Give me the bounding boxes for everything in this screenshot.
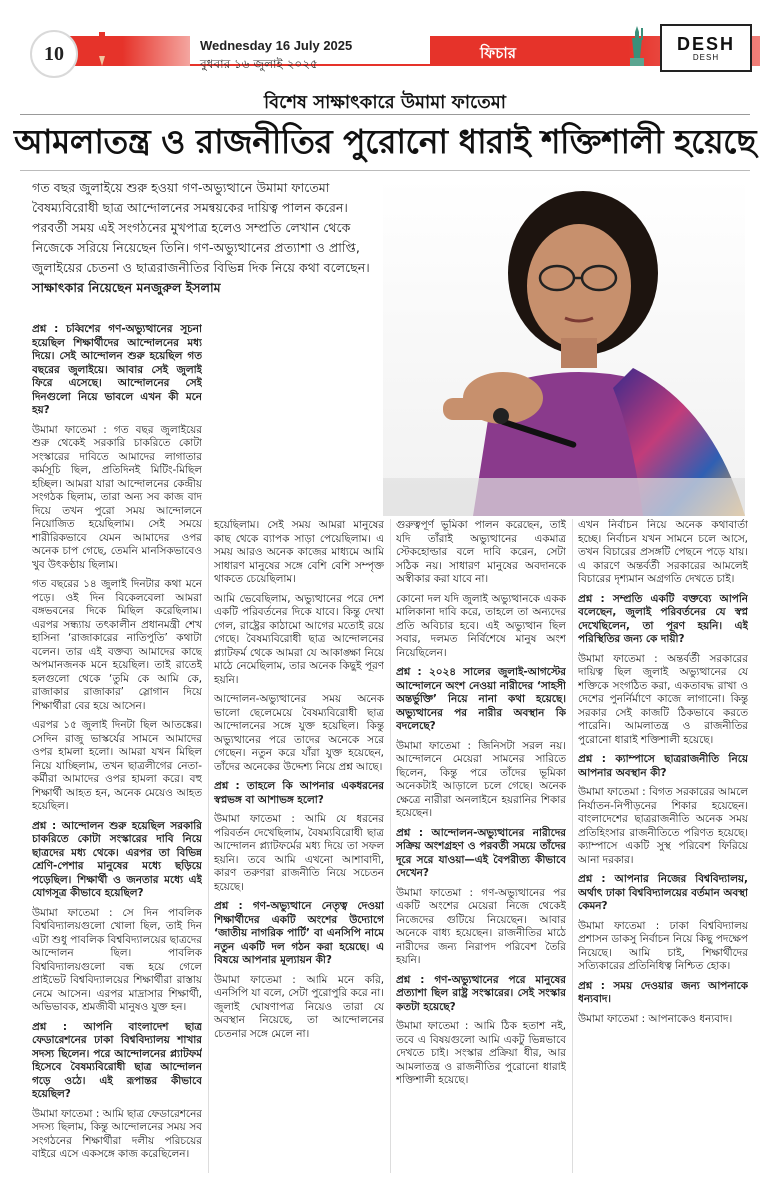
question-paragraph: প্রশ্ন : আন্দোলন শুরু হয়েছিল সরকারি চাকরিতে কোটা সংস্কারের দাবি নিয়ে ছাত্রদের মধ্য থেকে। এরপর তা বিভিন্ন শ্রেণি-পেশার মানুষের মধ্যে ছড়িয়ে পড়েছিল। শিক্ষার্থী ও জনতার মধ্যে এই যোগসূত্র কীভাবে হয়েছিল? xyxy=(32,819,202,899)
statue-of-liberty-icon xyxy=(626,24,648,68)
question-paragraph: প্রশ্ন : ক্যাম্পাসে ছাত্ররাজনীতি নিয়ে আপনার অবস্থান কী? xyxy=(578,753,748,779)
answer-paragraph: গুরুত্বপূর্ণ ভূমিকা পালন করেছেন, তাই যদি তাঁরাই অভ্যুত্থানের একমাত্র স্টেকহোল্ডার বলে দাবি করেন, সেটা সঠিক নয়। সাধারণ মানুষের অবদানকে অস্বীকার করা যাবে না। xyxy=(396,519,566,585)
intro-text: গত বছর জুলাইয়ে শুরু হওয়া গণ-অভ্যুত্থানে উমামা ফাতেমা বৈষম্যবিরোধী ছাত্র আন্দোলনের সমন্বয়কের দায়িত্ব পালন করেন। পরবর্তী সময় এই সংগঠনের মুখপাত্র হলেও সম্প্রতি লেখান থেকে নিজেকে সরিয়ে নিয়েছেন তিনি। গণ-অভ্যুত্থানের প্রত্যাশা ও প্রাপ্তি, জুলাইয়ের চেতনা ও ছাত্ররাজনীতির বিভিন্ন দিক নিয়ে কথা বলেছেন। xyxy=(32,180,370,275)
answer-paragraph: উমামা ফাতেমা : আমি মনে করি, এনসিপি যা বলে, সেটা পুরোপুরি করে না। জুলাই ঘোষণাপত্র নিয়েও তারা যে অবস্থান নিয়েছে, তা আন্দোলনের চেতনার সঙ্গে মেলে না। xyxy=(214,973,384,1040)
answer-paragraph: এখন নির্বাচন নিয়ে অনেক কথাবার্তা হচ্ছে। নির্বাচন যখন সামনে চলে আসে, তখন বিচারের প্রসঙ্গটি পেছনে পড়ে যায়। এ কারণে অন্তর্বর্তী সরকারের আমলেই বিচারের দৃশ্যমান অগ্রগতি দেখতে চাই। xyxy=(578,519,748,585)
answer-paragraph: গত বছরের ১৪ জুলাই দিনটার কথা মনে পড়ে। ওই দিন বিকেলবেলা আমরা বঙ্গভবনের দিকে মিছিল করেছিলাম। এরপর সন্ধ্যায় তৎকালীন প্রধানমন্ত্রী শেখ হাসিনা ‘রাজাকারের নাতিপুতি’ কথাটা বলেন। তার এই বক্তব্য আমাদের কাছে অপমানজনক মনে হয়েছিল। তাই রাতেই হলগুলো থেকে ‘তুমি কে আমি কে, রাজাকার রাজাকার’ স্লোগান দিয়ে শিক্ষার্থীরা বের হয়ে আসেন। xyxy=(32,578,202,712)
desh-logo xyxy=(660,24,752,72)
article-column-3 xyxy=(396,519,566,1173)
answer-paragraph: উমামা ফাতেমা : আমি যে ধরনের পরিবর্তন দেখেছিলাম, বৈষম্যবিরোধী ছাত্র আন্দোলন প্ল্যাটফর্মের মধ্য দিয়ে তা সফল হয়নি। তবে আমি এখনো আশাবাদী, কারণ তরুণরা রাজনীতি নিয়ে সচেতন হয়েছে। xyxy=(214,813,384,893)
date-bangla: বুধবার ১৬ জুলাই ২০২৫ xyxy=(200,57,318,71)
column-divider xyxy=(390,519,391,1173)
question-paragraph: প্রশ্ন : সম্প্রতি একটি বক্তব্যে আপনি বলেছেন, জুলাই পরিবর্তনের যে স্বপ্ন দেখেছিলেন, তা পূরণ হয়নি। এই পরিস্থিতির জন্য কে দায়ী? xyxy=(578,592,748,645)
answer-paragraph: উমামা ফাতেমা : বিগত সরকারের আমলে নির্যাতন-নিপীড়নের শিকার হয়েছেন। বাংলাদেশের ছাত্ররাজনীতি অনেক সময় প্রতিহিংসার রাজনীতিতে পরিণত হয়েছে। ক্যাম্পাসে একটি সুস্থ পরিবেশ ফিরিয়ে আনা দরকার। xyxy=(578,786,748,866)
answer-paragraph: হয়েছিলাম। সেই সময় আমরা মানুষের কাছ থেকে ব্যাপক সাড়া পেয়েছিলাম। এ সময় আরও অনেক কাজের মাধ্যমে আমি সাধারণ মানুষের সঙ্গে বেশি বেশি সম্পৃক্ত থাকতে চেয়েছিলাম। xyxy=(214,519,384,585)
question-paragraph: প্রশ্ন : সময় দেওয়ার জন্য আপনাকে ধন্যবাদ। xyxy=(578,979,748,1005)
answer-paragraph: উমামা ফাতেমা : আমি ছাত্র ফেডারেশনের সদস্য ছিলাম, কিন্তু আন্দোলনের সময় সব সংগঠনের শিক্ষার্থীরা দলীয় পরিচয়ের বাইরে এসে একসঙ্গে কাজ করেছিলেন। xyxy=(32,1107,202,1160)
answer-paragraph: কোনো দল যদি জুলাই অভ্যুত্থানকে একক মালিকানা দাবি করে, তাহলে তা অন্যদের প্রতি অবিচার হবে। এই অভ্যুত্থান ছিল সবার, দলমত নির্বিশেষে মানুষ অংশ নিয়েছিলেন। xyxy=(396,592,566,659)
section-label: ফিচার xyxy=(480,44,516,62)
answer-paragraph: উমামা ফাতেমা : অন্তর্বর্তী সরকারের দায়িত্ব ছিল জুলাই অভ্যুত্থানের যে শক্তিকে সংগঠিত করা, একতাবদ্ধ রাখা ও দেশের পুনর্নির্মাণে কাজে লাগানো। কিন্তু সরকার সেই কাজটি ঠিকভাবে করতে পারেনি। আমলাতন্ত্র ও রাজনীতির পুরোনো ধারাই শক্তিশালী হয়েছে। xyxy=(578,652,748,746)
answer-paragraph: আমি ভেবেছিলাম, অভ্যুত্থানের পরে দেশ একটি পরিবর্তনের দিকে যাবে। কিন্তু দেখা গেল, রাষ্ট্রের কাঠামো আগের মতোই রয়ে গেছে। বৈষম্যবিরোধী ছাত্র আন্দোলনের প্ল্যাটফর্ম থেকে আমরা যে আকাঙ্ক্ষা নিয়ে মাঠে নেমেছিলাম, তার অনেক কিছুই পূরণ হয়নি। xyxy=(214,592,384,686)
page-number: 10 xyxy=(30,30,78,78)
question-paragraph: প্রশ্ন : গণ-অভ্যুত্থানে নেতৃত্ব দেওয়া শিক্ষার্থীদের একটি অংশের উদ্যোগে ‘জাতীয় নাগরিক পার্টি’ বা এনসিপি নামে নতুন একটি দল গঠন করা হয়েছে। এ বিষয়ে আপনার মূল্যায়ন কী? xyxy=(214,900,384,966)
answer-paragraph: উমামা ফাতেমা : সে দিন পাবলিক বিশ্ববিদ্যালয়গুলো খোলা ছিল, তাই দিন এটা শুধু পাবলিক বিশ্ববিদ্যালয়ের ছাত্রদের আন্দোলন ছিল। পাবলিক বিশ্ববিদ্যালয়গুলো বন্ধ হয়ে গেলে প্রাইভেট বিশ্ববিদ্যালয়ের শিক্ষার্থীরা রাস্তায় নেমে আসেন। এরপর মাদ্রাসার শিক্ষার্থী, অভিভাবক, শ্রমজীবী মানুষও যুক্ত হন। xyxy=(32,906,202,1013)
logo-subtext: DESH xyxy=(692,52,720,62)
column-divider xyxy=(572,519,573,1173)
question-paragraph: প্রশ্ন : আপনি বাংলাদেশ ছাত্র ফেডারেশনের ঢাকা বিশ্ববিদ্যালয় শাখার সদস্য ছিলেন। পরে আন্দোলনের প্ল্যাটফর্ম হিসেবে বৈষম্যবিরোধী ছাত্র আন্দোলন গড়ে ওঠে। এই রূপান্তর কীভাবে হয়েছিল? xyxy=(32,1020,202,1100)
logo-wordmark: DESH xyxy=(676,33,735,54)
answer-paragraph: এরপর ১৫ জুলাই দিনটা ছিল আতঙ্কের। সেদিন রাজু ভাস্কর্যের সামনে আমাদের ওপর হামলা হলো। আমরা যখন মিছিল নিয়ে যাচ্ছিলাম, তখন ছাত্রলীগের নেতা-কর্মীরা আমাদের ওপর হামলা করে। বহু শিক্ষার্থী আহত হন, অনেক মেয়েও আহত হয়েছিল। xyxy=(32,719,202,812)
answer-paragraph: উমামা ফাতেমা : আমি ঠিক হতাশ নই, তবে এ বিষয়গুলো আমি একটু ভিন্নভাবে দেখতে চাই। সংস্কার প্রক্রিয়া ধীর, আর আমলাতন্ত্র ও রাজনীতির পুরোনো ধারাই শক্তিশালী হয়েছে। xyxy=(396,1020,566,1086)
article-column-4 xyxy=(578,519,748,1173)
answer-paragraph: উমামা ফাতেমা : আপনাকেও ধন্যবাদ। xyxy=(578,1012,733,1025)
divider xyxy=(20,114,750,115)
answer-paragraph: উমামা ফাতেমা : জিনিসটা সরল নয়। আন্দোলনে মেয়েরা সামনের সারিতে ছিলেন, কিন্তু পরে তাঁদের ভূমিকা অনেকটাই আড়ালে চলে গেছে। অনেক ক্ষেত্রে নারীরা অনলাইনে হয়রানির শিকার হয়েছেন। xyxy=(396,739,566,819)
question-paragraph: প্রশ্ন : চব্বিশের গণ-অভ্যুত্থানের সূচনা হয়েছিল শিক্ষার্থীদের আন্দোলনের মধ্য দিয়ে। সেই আন্দোলন শুরু হয়েছিল গত বছরের জুলাইয়ে। আবার সেই জুলাই ফিরে এসেছে। আন্দোলনের সেই দিনগুলো নিয়ে ভাবলে এখন কী মনে হয়? xyxy=(32,323,202,416)
article-headline: আমলাতন্ত্র ও রাজনীতির পুরোনো ধারাই শক্তিশালী হয়েছে xyxy=(14,122,756,161)
masthead xyxy=(0,0,770,82)
question-paragraph: প্রশ্ন : আপনার নিজের বিশ্ববিদ্যালয়, অর্থাৎ ঢাকা বিশ্ববিদ্যালয়ের বর্তমান অবস্থা কেমন? xyxy=(578,873,748,912)
question-paragraph: প্রশ্ন : গণ-অভ্যুত্থানের পরে মানুষের প্রত্যাশা ছিল রাষ্ট্র সংস্কারের। সেই সংস্কার কতটা হয়েছে? xyxy=(396,973,566,1013)
divider xyxy=(20,170,750,171)
question-paragraph: প্রশ্ন : তাহলে কি আপনার একধরনের স্বপ্নভঙ্গ বা আশাভঙ্গ হলো? xyxy=(214,780,384,806)
question-paragraph: প্রশ্ন : আন্দোলন-অভ্যুত্থানের নারীদের সক্রিয় অংশগ্রহণ ও পরবর্তী সময়ে তাঁদের দূরে সরে যাওয়া—এই বৈপরীত্য কীভাবে দেখেন? xyxy=(396,826,566,879)
answer-paragraph: উমামা ফাতেমা : গত বছর জুলাইয়ের শুরু থেকেই সরকারি চাকরিতে কোটা সংস্কারের দাবিতে আমাদের লাগাতার কর্মসূচি ছিল, প্রতিদিনই মিটিং-মিছিল হচ্ছিল। আমরা যারা আন্দোলনের কেন্দ্রীয় সংগঠক ছিলাম, তারা অন্য সব কাজ বাদ দিয়ে তখন পুরো সময় আন্দোলনে নিয়োজিত হয়েছিলাম। সেই সময়ে শারীরিকভাবে যেমন আমাদের ওপর অনেক চাপ গেছে, তেমনি মানসিকভাবেও খুব উৎকণ্ঠায় ছিলাম। xyxy=(32,423,202,571)
column-divider xyxy=(208,519,209,1173)
article-column-1 xyxy=(32,323,202,1173)
date-english: Wednesday 16 July 2025 xyxy=(200,38,353,53)
article-intro xyxy=(32,178,372,298)
answer-paragraph: উমামা ফাতেমা : ঢাকা বিশ্ববিদ্যালয় প্রশাসন ডাকসু নির্বাচন নিয়ে কিছু পদক্ষেপ নিয়েছে। আমি চাই, শিক্ষার্থীদের সত্যিকারের প্রতিনিধিত্ব নিশ্চিত হোক। xyxy=(578,919,748,972)
question-paragraph: প্রশ্ন : ২০২৪ সালের জুলাই-আগস্টের আন্দোলনে অংশ নেওয়া নারীদের ‘সাহসী অন্তর্ভুক্তি’ নিয়ে নানা কথা হয়েছে। অভ্যুত্থানের পর নারীর অবস্থান কি বদলেছে? xyxy=(396,666,566,732)
answer-paragraph: উমামা ফাতেমা : গণ-অভ্যুত্থানের পর একটি অংশের মেয়েরা নিজে থেকেই নিজেদের গুটিয়ে নিয়েছেন। আবার অনেকে বাধ্য হয়েছেন। রাজনীতির মাঠে নারীদের জন্য নিরাপদ পরিবেশ তৈরি হয়নি। xyxy=(396,886,566,966)
answer-paragraph: আন্দোলন-অভ্যুত্থানের সময় অনেক ভালো ছেলেমেয়ে বৈষম্যবিরোধী ছাত্র আন্দোলনের সঙ্গে যুক্ত হয়েছিল। কিন্তু অভ্যুত্থানের পরে তাদের অনেকে সরে গেছেন। নতুন করে যাঁরা যুক্ত হয়েছেন, তাঁদের অনেকের উদ্দেশ্য নিয়ে প্রশ্ন আছে। xyxy=(214,693,384,773)
article-column-2 xyxy=(214,519,384,1173)
article-kicker: বিশেষ সাক্ষাৎকারে উমামা ফাতেমা xyxy=(263,92,507,113)
byline: সাক্ষাৎকার নিয়েছেন মনজুরুল ইসলাম xyxy=(32,280,221,295)
pen-icon xyxy=(96,32,108,66)
article-body xyxy=(32,323,748,1183)
